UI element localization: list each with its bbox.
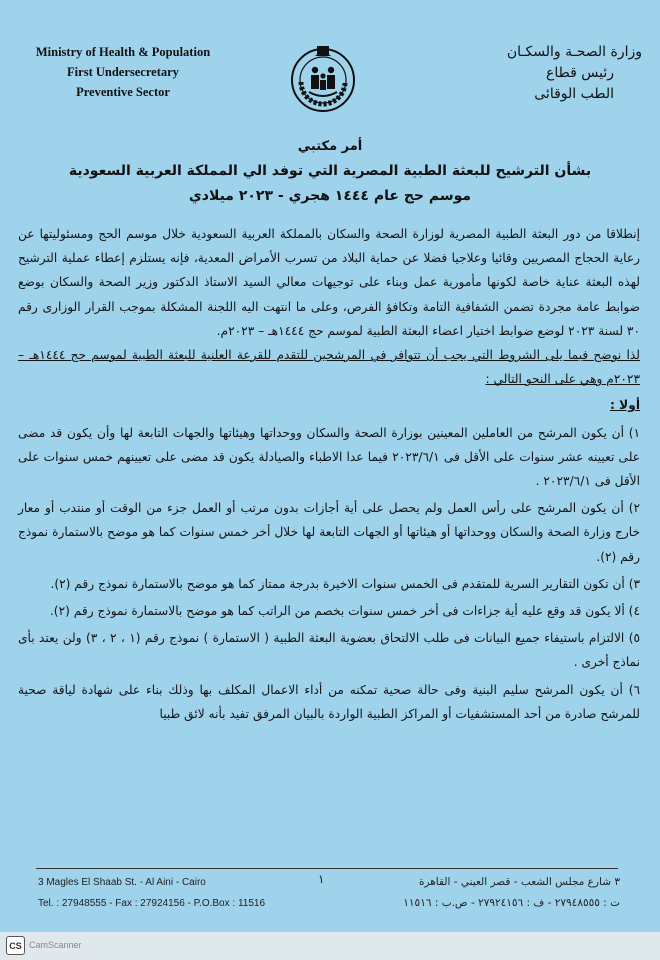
ministry-logo-icon — [287, 42, 359, 114]
footer-address-ar: ٣ شارع مجلس الشعب - قصر العيني - القاهرة — [418, 876, 620, 888]
footer-arabic — [340, 872, 620, 914]
condition-item: ٣) أن تكون التقارير السرية للمتقدم فى الخمس سنوات الاخيرة بدرجة ممتاز كما هو موضح بالاستمارة نموذج رقم (٢). — [50, 576, 640, 591]
condition-item: ٤) ألا يكون قد وقع عليه أية جزاءات فى أخر خمس سنوات بخصم من الراتب كما هو موضح بالاستمارة نموذج رقم (٢). — [49, 604, 640, 619]
preventive-medicine-ar: الطب الوقائى — [534, 86, 614, 102]
document-subject: بشأن الترشيح للبعثة الطبية المصرية التي توفد الي المملكة العربية السعودية — [68, 163, 592, 179]
condition-item: ١) أن يكون المرشح من العاملين المعينين بوزارة الصحة والسكان ووحداتها وهيئاتها والجهات التابعة لها وأن يكون قد مضى على تعيينه عشر سنوات على الأقل فى ٢٠٢٣/٦/١ فيما عدا الاطباء والصيادلة يكون قد مضى على تعيينهم خمس سنوات على الأقل فى ٢٠٢٣/٦/١ . — [18, 425, 640, 489]
footer-divider — [36, 868, 618, 869]
footer-contact-en: Tel. : 27948555 - Fax : 27924156 - P.O.Box : 11516 — [38, 898, 266, 909]
intro-paragraph: إنطلاقا من دور البعثة الطبية المصرية لوزارة الصحة والسكان بالمملكة العربية السعودية خلال موسم الحج ومسئوليتها عن رعاية الحجاج المصريين وقائيا وعلاجيا فضلا عن حماية البلاد من تسرب الأمراض المعدية، فإنه يستلزم إعطاء عملية الترشيح لهذه البعثة عناية خاصة لكونها مأمورية عمل وبناء على توجيهات معالي السيد الاستاذ الدكتور وزير الصحة والسكان بوضع ضوابط عامة مجردة تضمن الشفافية التامة وتكافؤ الفرص، وعلى ما انتهت اليه اللجنة المشكلة بموجب القرار الوزارى رقم ٣٠ لسنة ٢٠٢٣ لوضع ضوابط اختيار اعضاء البعثة الطبية لموسم حج ١٤٤٤هـ – ٢٠٢٣م. — [18, 227, 640, 338]
ministry-name-en: Ministry of Health & Population — [35, 45, 211, 59]
camscanner-icon: CS — [6, 936, 25, 955]
footer-english — [38, 872, 328, 914]
ministry-name-ar: وزارة الصحـة والسكـان — [506, 44, 642, 60]
footer-contact-ar: ت : ٢٧٩٤٨٥٥٥ - ف : ٢٧٩٢٤١٥٦ - ص.ب : ١١٥١٦ — [403, 897, 620, 909]
document-body — [18, 222, 640, 726]
undersecretary-en: First Undersecretary — [67, 65, 179, 79]
ministry-header-arabic — [442, 42, 642, 105]
document-type-title: أمر مكتبي — [297, 139, 363, 154]
footer-address-en: 3 Magles El Shaab St. - Al Aini - Cairo — [38, 877, 206, 888]
condition-item: ٦) أن يكون المرشح سليم البنية وفى حالة صحية تمكنه من أداء الاعمال المكلف بها وذلك بناء على شهادة لياقة صحية للمرشح صادرة من أحد المستشفيات أو المراكز الطبية الواردة بالبيان المرفق تفيد بأنه لائق طبيا — [18, 682, 640, 721]
conditions-intro: لذا نوضح فيما يلى الشروط التي يجب أن تتوافر في المرشحين للتقدم للقرعة العلنية للبعثة الطبية لموسم حج ١٤٤٤هـ – ٢٠٢٣م وهي على النحو التالي : — [18, 348, 641, 387]
sector-head-ar: رئيس قطاع — [546, 65, 614, 81]
page-number: ١ — [318, 872, 325, 886]
hajj-season: موسم حج عام ١٤٤٤ هجري - ٢٠٢٣ ميلادي — [188, 188, 472, 204]
scanner-watermark-bar — [0, 932, 660, 960]
section-label: أولا : — [610, 398, 640, 413]
ministry-header-english — [18, 42, 228, 102]
condition-item: ٢) أن يكون المرشح على رأس العمل ولم يحصل على أية أجازات بدون مرتب أو العمل جزء من الوقت أو منتدب أو معار خارج وزارة الصحة والسكان ووحداتها أو هيئاتها أو الجهات التابعة لها خلال أخر خمس سنوات كما هو موضح بالاستمارة نموذج رقم (٢). — [18, 501, 640, 564]
condition-item: ٥) الالتزام باستيفاء جميع البيانات فى طلب الالتحاق بعضوية البعثة الطبية ( الاستمارة ) نموذج رقم (١ ، ٢ ، ٣) ولن يعتد بأى نماذج أخرى . — [18, 631, 640, 670]
sector-en: Preventive Sector — [76, 85, 170, 99]
camscanner-label: CamScanner — [29, 940, 82, 950]
